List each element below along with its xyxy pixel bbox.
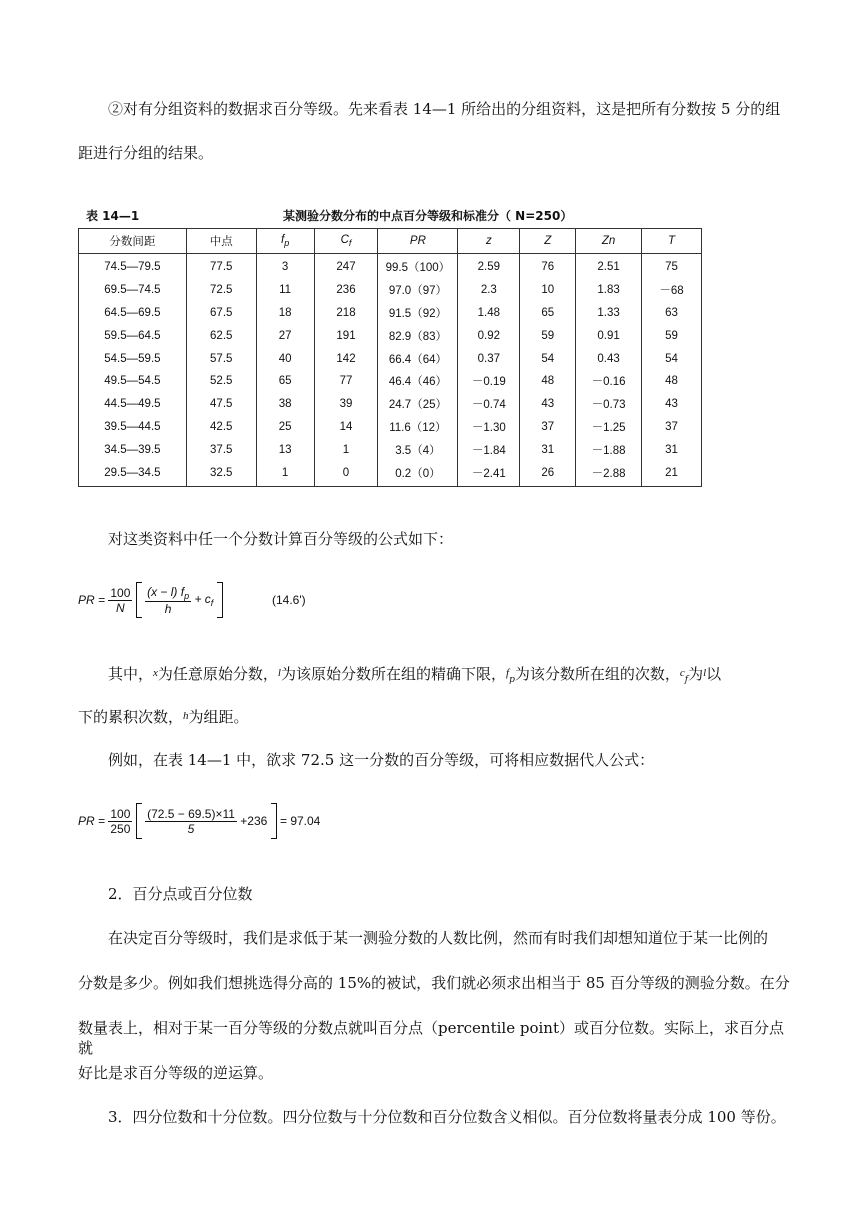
table-cell: 0 bbox=[314, 461, 378, 486]
table-cell: －2.41 bbox=[458, 461, 520, 486]
table-cell: 1.48 bbox=[458, 302, 520, 325]
table-cell: 63 bbox=[642, 302, 702, 325]
table-cell: 75 bbox=[642, 254, 702, 279]
table-cell: 52.5 bbox=[186, 370, 256, 393]
table-cell: 14 bbox=[314, 416, 378, 439]
table-cell: 76 bbox=[520, 254, 576, 279]
table-body bbox=[79, 254, 702, 487]
table-cell: 39.5—44.5 bbox=[79, 416, 187, 439]
table-cell: 218 bbox=[314, 302, 378, 325]
table-cell: 43 bbox=[642, 393, 702, 416]
header-zn: Zn bbox=[576, 229, 642, 254]
table-cell: 142 bbox=[314, 347, 378, 370]
table-cell: 47.5 bbox=[186, 393, 256, 416]
table-cell: 3.5（4） bbox=[378, 438, 458, 461]
table-cell: 99.5（100） bbox=[378, 254, 458, 279]
table-cell: 236 bbox=[314, 279, 378, 302]
table-cell: 1.33 bbox=[576, 302, 642, 325]
table-cell: 1 bbox=[256, 461, 314, 486]
header-cf: $C_f$ bbox=[314, 229, 378, 254]
table-cell: 67.5 bbox=[186, 302, 256, 325]
table-cell: 27 bbox=[256, 324, 314, 347]
table-cell: 31 bbox=[520, 438, 576, 461]
table-cell: 0.43 bbox=[576, 347, 642, 370]
table-cell: 32.5 bbox=[186, 461, 256, 486]
table-cell: 91.5（92） bbox=[378, 302, 458, 325]
formula1-right-bracket bbox=[217, 582, 223, 618]
table-row bbox=[79, 254, 702, 279]
table-cell: 191 bbox=[314, 324, 378, 347]
table-cell: 37 bbox=[520, 416, 576, 439]
table-cell: 13 bbox=[256, 438, 314, 461]
table-cell: 1 bbox=[314, 438, 378, 461]
table-cell: 0.91 bbox=[576, 324, 642, 347]
header-z-upper: Z bbox=[520, 229, 576, 254]
formula2-lhs: PR = bbox=[78, 814, 106, 828]
intro-line-1: ②对有分组资料的数据求百分等级。先来看表 14—1 所给出的分组资料，这是把所有分数按 5 分的组 bbox=[108, 100, 781, 118]
formula2-fraction: $\frac{100}{250}$ bbox=[110, 806, 131, 836]
table-cell: 1.83 bbox=[576, 279, 642, 302]
score-distribution-table bbox=[78, 228, 702, 487]
header-midpoint: 中点 bbox=[186, 229, 256, 254]
table-row bbox=[79, 347, 702, 370]
table-row bbox=[79, 279, 702, 302]
header-pr: PR bbox=[378, 229, 458, 254]
table-cell: 66.4（64） bbox=[378, 347, 458, 370]
header-fp: $f_p$ bbox=[256, 229, 314, 254]
table-cell: 72.5 bbox=[186, 279, 256, 302]
table-cell: 54.5—59.5 bbox=[79, 347, 187, 370]
table-row bbox=[79, 324, 702, 347]
table-cell: －0.16 bbox=[576, 370, 642, 393]
table-cell: －1.25 bbox=[576, 416, 642, 439]
table-cell: －1.30 bbox=[458, 416, 520, 439]
header-z-lower: z bbox=[458, 229, 520, 254]
table-row bbox=[79, 416, 702, 439]
example-paragraph: 例如，在表 14—1 中，欲求 72.5 这一分数的百分等级，可将相应数据代人公式： bbox=[108, 751, 655, 769]
table-cell: 42.5 bbox=[186, 416, 256, 439]
table-cell: 59 bbox=[642, 324, 702, 347]
table-cell: 64.5—69.5 bbox=[79, 302, 187, 325]
table-cell: －1.88 bbox=[576, 438, 642, 461]
table-cell: 74.5—79.5 bbox=[79, 254, 187, 279]
table-cell: 57.5 bbox=[186, 347, 256, 370]
formula1-fraction: $\frac{100}{N}$ bbox=[110, 585, 131, 615]
table-cell: －2.88 bbox=[576, 461, 642, 486]
table-cell: －68 bbox=[642, 279, 702, 302]
table-header-row bbox=[79, 229, 702, 254]
table-cell: 54 bbox=[520, 347, 576, 370]
table-cell: 21 bbox=[642, 461, 702, 486]
table-cell: 59 bbox=[520, 324, 576, 347]
table-cell: 2.3 bbox=[458, 279, 520, 302]
table-cell: 2.51 bbox=[576, 254, 642, 279]
formula2-right-bracket bbox=[271, 803, 277, 839]
formula2-inner-fraction: $\frac{(72.5 - 69.5)\times 11}{5}$ bbox=[147, 806, 235, 836]
table-cell: 24.7（25） bbox=[378, 393, 458, 416]
formula1-lhs: PR = bbox=[78, 593, 106, 607]
table-cell: 25 bbox=[256, 416, 314, 439]
table-cell: 48 bbox=[520, 370, 576, 393]
table-cell: 38 bbox=[256, 393, 314, 416]
table-cell: 39 bbox=[314, 393, 378, 416]
table-cell: 34.5—39.5 bbox=[79, 438, 187, 461]
table-cell: 46.4（46） bbox=[378, 370, 458, 393]
table-cell: 29.5—34.5 bbox=[79, 461, 187, 486]
table-cell: 3 bbox=[256, 254, 314, 279]
explain-line-1: 其中，$^x$为任意原始分数，$^l$为该原始分数所在组的精确下限，$^f_p$为该分数所在组的次数，$^c_f$为$^l$以 bbox=[108, 665, 722, 685]
table-cell: 97.0（97） bbox=[378, 279, 458, 302]
table-cell: 77 bbox=[314, 370, 378, 393]
section2-line-2: 分数是多少。例如我们想挑选得分高的 15%的被试，我们就必须求出相当于 85 百分等级的测验分数。在分 bbox=[78, 974, 790, 992]
table-cell: 247 bbox=[314, 254, 378, 279]
header-t: T bbox=[642, 229, 702, 254]
table-cell: 54 bbox=[642, 347, 702, 370]
section2-line-3: 数量表上，相对于某一百分等级的分数点就叫百分点（percentile point）或百分位数。实际上，求百分点就 bbox=[78, 1019, 784, 1057]
table-row bbox=[79, 461, 702, 486]
section2-heading: 2．百分点或百分位数 bbox=[108, 885, 253, 903]
explain-line-2: 下的累积次数，$^h$为组距。 bbox=[78, 708, 249, 726]
formula1-inner-fraction: $\frac{(x - l) f_p}{h}$ bbox=[147, 584, 190, 616]
table-cell: 11 bbox=[256, 279, 314, 302]
table-row bbox=[79, 370, 702, 393]
formula1-left-bracket bbox=[136, 582, 142, 618]
section2-line-1: 在决定百分等级时，我们是求低于某一测验分数的人数比例，然而有时我们却想知道位于某一比例的 bbox=[108, 929, 769, 947]
table-cell: 37.5 bbox=[186, 438, 256, 461]
intro-paragraph bbox=[78, 99, 790, 119]
table-cell: 59.5—64.5 bbox=[79, 324, 187, 347]
table-cell: 40 bbox=[256, 347, 314, 370]
formula-pr-example: PR = $\frac{100}{250}$ $\frac{(72.5 - 69.5)\times 11}{5}$ +236 = 97.04 bbox=[78, 803, 320, 839]
table-row bbox=[79, 438, 702, 461]
formula1-label: (14.6') bbox=[272, 593, 306, 607]
table-caption bbox=[78, 205, 702, 225]
table-cell: －0.19 bbox=[458, 370, 520, 393]
table-cell: －0.73 bbox=[576, 393, 642, 416]
section2-line-4: 好比是求百分等级的逆运算。 bbox=[78, 1064, 274, 1082]
table-cell: 43 bbox=[520, 393, 576, 416]
table-cell: 0.92 bbox=[458, 324, 520, 347]
formula-pr-general: PR = $\frac{100}{N}$ $\frac{(x - l) f_p}{h}$ + $c_f$ (14.6') bbox=[78, 582, 306, 618]
table-cell: 44.5—49.5 bbox=[79, 393, 187, 416]
table-number: 表 14—1 bbox=[86, 209, 140, 223]
table-cell: 11.6（12） bbox=[378, 416, 458, 439]
table-cell: －1.84 bbox=[458, 438, 520, 461]
table-cell: 65 bbox=[256, 370, 314, 393]
table-cell: 0.37 bbox=[458, 347, 520, 370]
table-cell: 48 bbox=[642, 370, 702, 393]
table-cell: －0.74 bbox=[458, 393, 520, 416]
table-cell: 69.5—74.5 bbox=[79, 279, 187, 302]
table-cell: 49.5—54.5 bbox=[79, 370, 187, 393]
section3-line-1: 3．四分位数和十分位数。四分位数与十分位数和百分位数含义相似。百分位数将量表分成 100 等份。 bbox=[108, 1108, 786, 1126]
table-cell: 2.59 bbox=[458, 254, 520, 279]
table-cell: 65 bbox=[520, 302, 576, 325]
table-title: 某测验分数分布的中点百分等级和标准分（ N=250） bbox=[283, 209, 573, 223]
table-cell: 37 bbox=[642, 416, 702, 439]
table-cell: 77.5 bbox=[186, 254, 256, 279]
table-cell: 18 bbox=[256, 302, 314, 325]
header-interval: 分数间距 bbox=[79, 229, 187, 254]
table-row bbox=[79, 302, 702, 325]
formula-intro: 对这类资料中任一个分数计算百分等级的公式如下： bbox=[108, 530, 454, 548]
formula2-left-bracket bbox=[136, 803, 142, 839]
table-row bbox=[79, 393, 702, 416]
formula2-result: = 97.04 bbox=[279, 814, 321, 828]
table-cell: 31 bbox=[642, 438, 702, 461]
table-cell: 82.9（83） bbox=[378, 324, 458, 347]
table-cell: 0.2（0） bbox=[378, 461, 458, 486]
intro-paragraph-cont bbox=[78, 143, 790, 163]
intro-line-2: 距进行分组的结果。 bbox=[78, 144, 214, 162]
table-cell: 26 bbox=[520, 461, 576, 486]
table-cell: 10 bbox=[520, 279, 576, 302]
table-cell: 62.5 bbox=[186, 324, 256, 347]
